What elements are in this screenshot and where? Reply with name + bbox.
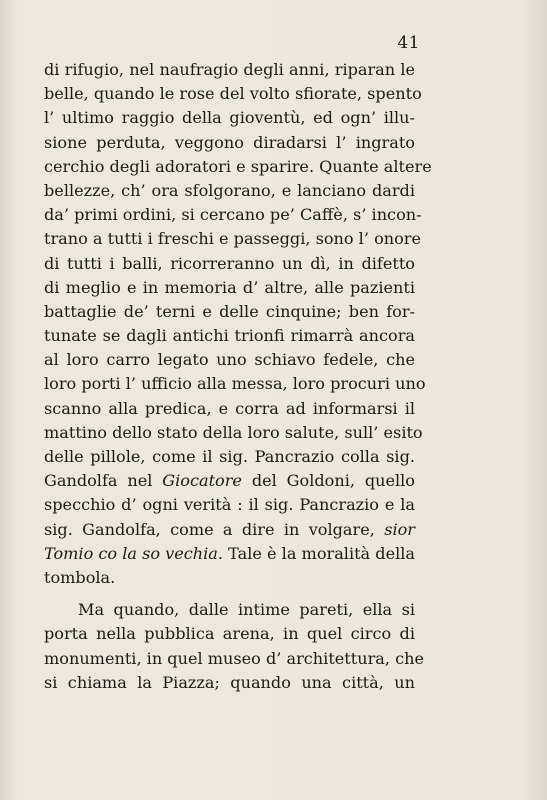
text-line: loro porti l’ ufficio alla messa, loro procuri uno bbox=[44, 374, 426, 394]
italic-phrase: sior bbox=[384, 519, 415, 539]
text-line: monumenti, in quel museo d’ architettura, che bbox=[44, 648, 425, 668]
paragraph-1 bbox=[44, 58, 432, 590]
text-line: tunate se dagli antichi trionfi rimarrà ancora bbox=[44, 326, 415, 346]
text-line: al loro carro legato uno schiavo fedele, che bbox=[44, 350, 415, 370]
text-line: belle, quando le rose del volto sfiorate, spento bbox=[44, 84, 422, 104]
text-segment: del Goldoni, quello bbox=[241, 471, 415, 491]
italic-title: Giocatore bbox=[162, 471, 242, 491]
text-segment: Gandolfa nel bbox=[44, 471, 163, 491]
text-line: di rifugio, nel naufragio degli anni, riparan le bbox=[44, 60, 415, 79]
text-line: porta nella pubblica arena, in quel circo di bbox=[44, 624, 415, 644]
text-line: di tutti i balli, ricorreranno un dì, in difetto bbox=[44, 253, 415, 273]
text-line: l’ ultimo raggio della gioventù, ed ogn’ illu- bbox=[44, 108, 415, 128]
text-line bbox=[44, 542, 415, 566]
text-line: delle pillole, come il sig. Pancrazio colla sig. bbox=[44, 447, 415, 466]
text-line: si chiama la Piazza; quando una città, un bbox=[44, 672, 415, 692]
text-line: tombola. bbox=[44, 567, 116, 587]
text-line: bellezze, ch’ ora sfolgorano, e lanciano dardi bbox=[44, 180, 415, 200]
text-line: scanno alla predica, e corra ad informarsi il bbox=[44, 398, 415, 418]
text-line bbox=[44, 469, 415, 493]
text-line: da’ primi ordini, si cercano pe’ Caffè, s’ incon- bbox=[44, 205, 422, 225]
paragraph-2 bbox=[44, 598, 425, 695]
text-line: cerchio degli adoratori e sparire. Quante altere bbox=[44, 156, 432, 176]
text-line: di meglio e in memoria d’ altre, alle pazienti bbox=[44, 277, 415, 297]
text-line: trano a tutti i freschi e passeggi, sono l’ onore bbox=[44, 229, 422, 249]
text-segment: Tale è la moralità della bbox=[223, 543, 415, 563]
text-line: battaglie de’ terni e delle cinquine; ben for- bbox=[44, 301, 415, 321]
text-line bbox=[44, 518, 415, 542]
text-line: sione perduta, veggono diradarsi l’ ingrato bbox=[44, 132, 415, 152]
paragraph-spacer bbox=[44, 590, 415, 598]
text-line: specchio d’ ogni verità : il sig. Pancrazio e la bbox=[44, 495, 415, 515]
page-number: 41 bbox=[397, 33, 420, 53]
body-text bbox=[44, 58, 432, 695]
text-segment: sig. Gandolfa, come a dire in volgare, bbox=[44, 519, 385, 539]
text-line: Ma quando, dalle intime pareti, ella si bbox=[78, 600, 415, 620]
italic-phrase: Tomio co la so vechia. bbox=[44, 543, 224, 563]
text-line: mattino dello stato della loro salute, sull’ esito bbox=[44, 422, 423, 442]
